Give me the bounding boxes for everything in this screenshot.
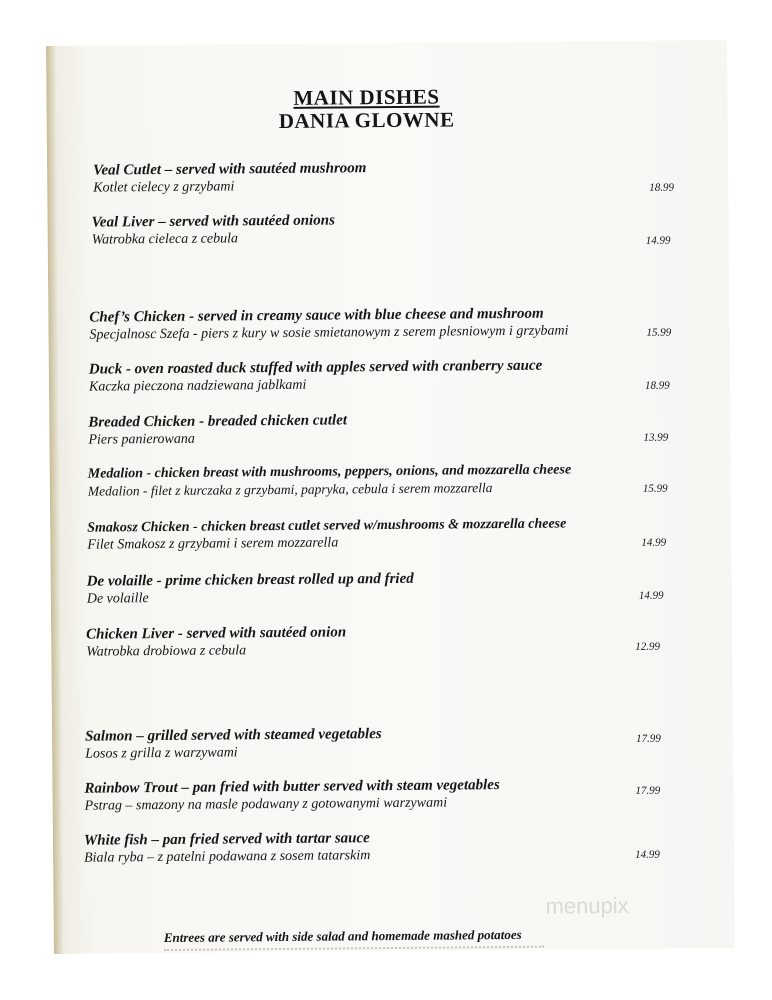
menu-item (89, 358, 543, 396)
footer-note: Entrees are served with side salad and homemade mashed potatoes (163, 926, 522, 946)
dish-name-polish: Watrobka cieleca z cebula (91, 231, 239, 248)
dish-name-english: Chef’s Chicken - served in creamy sauce with blue cheese and mushroom (89, 305, 544, 326)
dish-price: 18.99 (649, 181, 675, 194)
menu-item (84, 830, 371, 866)
cut-off-text-line (164, 946, 544, 954)
paper-edge (46, 46, 64, 954)
menu-item (84, 777, 500, 815)
dish-price: 18.99 (644, 379, 670, 392)
dish-name-english: Veal Cutlet – served with sautéed mushroom (93, 160, 367, 179)
menu-item (88, 462, 572, 499)
dish-name-polish: Medalion - filet z kurczaka z grzybami, papryka, cebula i serem mozzarella (87, 480, 493, 499)
dish-name-english: Smakosz Chicken - chicken breast cutlet served w/mushrooms & mozzarella cheese (87, 516, 567, 536)
dish-name-english: Rainbow Trout – pan fried with butter served with steam vegetables (84, 777, 500, 797)
menu-item (87, 516, 566, 553)
dish-name-english: Medalion - chicken breast with mushrooms, peppers, onions, and mozzarella cheese (87, 462, 572, 482)
dish-name-english: Salmon – grilled served with steamed vegetables (84, 726, 382, 745)
menu-item (89, 305, 568, 343)
dish-name-polish: Piers panierowana (88, 431, 195, 448)
dish-name-polish: Filet Smakosz z grzybami i serem mozzarella (87, 535, 339, 553)
menu-page (46, 40, 735, 954)
menu-item (86, 624, 346, 660)
dish-name-english: Duck - oven roasted duck stuffed with apples served with cranberry sauce (88, 357, 543, 378)
menu-title-english: MAIN DISHES (293, 84, 440, 110)
dish-price: 13.99 (643, 431, 669, 444)
dish-price: 14.99 (641, 536, 667, 549)
dish-name-polish: Specjalnosc Szefa - piers z kury w sosie smietanowym z serem plesniowym i grzybami (89, 323, 569, 343)
dish-name-english: Breaded Chicken - breaded chicken cutlet (88, 412, 348, 431)
dish-name-polish: Biala ryba – z patelni podawana z sosem tatarskim (84, 848, 371, 866)
dish-name-polish: Pstrag – smazony na masle podawany z gotowanymi warzywami (84, 795, 448, 814)
dish-price: 15.99 (642, 482, 668, 495)
dish-price: 17.99 (635, 784, 661, 797)
menu-item (85, 726, 382, 763)
watermark-logo: menupix (545, 892, 629, 919)
dish-price: 14.99 (635, 848, 660, 861)
dish-price: 15.99 (646, 326, 672, 339)
dish-name-english: Chicken Liver - served with sautéed onion (86, 624, 347, 643)
dish-name-english: De volaille - prime chicken breast rolled up and fried (86, 570, 414, 590)
menu-title-polish: DANIA GLOWNE (278, 107, 455, 133)
menu-item (91, 212, 335, 248)
dish-name-polish: De volaille (86, 591, 149, 607)
menu-item (88, 412, 347, 448)
dish-name-english: Veal Liver – served with sautéed onions (91, 212, 335, 231)
menu-item (87, 571, 414, 608)
dish-name-polish: Kaczka pieczona nadziewana jablkami (88, 377, 307, 395)
dish-name-polish: Watrobka drobiowa z cebula (86, 643, 247, 660)
dish-price: 17.99 (636, 732, 661, 745)
dish-name-polish: Kotlet cielecy z grzybami (93, 179, 235, 196)
dish-price: 14.99 (638, 589, 664, 602)
dish-price: 14.99 (645, 234, 671, 247)
menu-item (93, 160, 367, 196)
dish-name-polish: Losos z grilla z warzywami (85, 745, 238, 762)
dish-name-english: White fish – pan fried served with tartar sauce (83, 830, 370, 849)
dish-price: 12.99 (635, 640, 661, 653)
